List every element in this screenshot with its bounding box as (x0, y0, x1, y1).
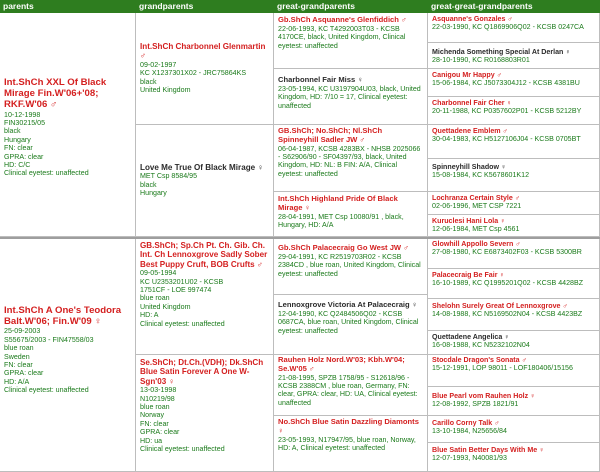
dog-info: 14-08-1988, KC N5169502N04 - KCSB 4423BZ (432, 310, 583, 319)
dog-info: 23-05-1994, KC U3197904U03, black, United Kingdom, HD: 7/10 = 17, Clinical eyetest: unaffected (278, 84, 421, 110)
great-great-grandparent-9 (428, 239, 600, 269)
dog-info: 28-10-1990, KC R0168803R01 (432, 56, 530, 65)
dog-info: 21-08-1995, SPZB 1758/95 - S12618/96 - KCSB 2388CM , blue roan, Germany, FN: clear, GPRA: clear, HD: UA, Clinical eyetest: unaffected (278, 373, 418, 407)
great-great-grandparent-3 (428, 69, 600, 97)
dog-info: 02-06-1996, MET CSP 7221 (432, 202, 522, 211)
dog-name[interactable]: Asquanne's Gonzales ♂ (432, 15, 513, 23)
header-parents: parents (0, 0, 136, 13)
dog-info: 22-06-1993, KC T4292003T03 - KCSB 4170CE, black, United Kingdom, Clinical eyetest: unaffected (278, 24, 406, 50)
grandparent-2 (136, 125, 274, 237)
dog-name[interactable]: Shelohn Surely Great Of Lennoxgrove ♂ (432, 302, 568, 310)
dog-info: 13-03-1998 N10219/98 blue roan Norway FN: clear GPRA: clear HD: ua Clinical eyetest: unaffected (140, 386, 225, 454)
dog-info: 27-08-1980, KC E6873402F03 - KCSB 5300BR (432, 248, 582, 257)
dog-name[interactable]: Charbonnel Fair Cher ♀ (432, 99, 512, 107)
header-great-great-grandparents: great-great-grandparents (428, 0, 600, 13)
dog-info: 16-08-1988, KC N5232102N04 (432, 341, 530, 350)
dog-name[interactable]: Int.ShCh A One's Teodora Balt.W'06; Fin.W'09 ♀ (4, 305, 122, 328)
dog-name[interactable]: Lochranza Certain Style ♂ (432, 194, 521, 202)
dog-name[interactable]: Gb.ShCh Palacecraig Go West JW ♂ (278, 243, 409, 252)
great-grandparent-2 (274, 69, 428, 125)
dog-info: 12-08-1992, SPZB 1821/91 (432, 400, 519, 409)
great-great-grandparent-5 (428, 125, 600, 159)
parent-sire (0, 13, 136, 237)
parent-dam (0, 239, 136, 472)
dog-info: 23-05-1993, N17947/95, blue roan, Norway, HD: A, Clinical eyetest: unaffected (278, 435, 416, 452)
great-great-grandparent-16 (428, 443, 600, 472)
great-great-grandparent-1 (428, 13, 600, 43)
great-great-grandparent-11 (428, 299, 600, 331)
half-divider (0, 237, 600, 239)
dog-name[interactable]: Quettadene Angelica ♀ (432, 333, 510, 341)
great-grandparent-4 (274, 192, 428, 237)
great-grandparent-5 (274, 239, 428, 295)
great-great-grandparent-7 (428, 192, 600, 215)
great-great-grandparent-15 (428, 416, 600, 443)
great-great-grandparent-10 (428, 269, 600, 299)
dog-info: 20-11-1988, KC P0357602P01 - KCSB 5212BY (432, 107, 582, 116)
dog-name[interactable]: Blue Satin Better Days With Me ♀ (432, 446, 545, 454)
great-grandparent-8 (274, 416, 428, 472)
dog-info: 25-09-2003 S55675/2003 - FIN47558/03 blue roan Sweden FN: clear GPRA: clear HD: A/A Clinical eyetest: unaffected (4, 327, 94, 395)
dog-name[interactable]: Lennoxgrove Victoria At Palacecraig ♀ (278, 300, 418, 309)
dog-info: 13-10-1984, N25656/84 (432, 427, 507, 436)
great-great-grandparent-12 (428, 331, 600, 355)
dog-info: 12-07-1993, N40081/93 (432, 454, 507, 463)
dog-info: 29-04-1991, KC R2519703R02 - KCSB 2384CD , blue roan, United Kingdom, Clinical eyetest: unaffected (278, 252, 421, 278)
great-great-grandparent-13 (428, 355, 600, 387)
great-great-grandparent-8 (428, 215, 600, 237)
dog-name[interactable]: GB.ShCh; Sp.Ch Pt. Ch. Gib. Ch. Int. Ch Lennoxgrove Sadly Sober Best Puppy Cruft, BOB Crufts ♂ (140, 241, 268, 269)
header-great-grandparents: great-grandparents (274, 0, 428, 13)
dog-name[interactable]: Palacecraig Be Fair ♀ (432, 271, 505, 279)
dog-name[interactable]: Spinneyhill Shadow ♀ (432, 163, 507, 171)
header-grandparents: grandparents (136, 0, 274, 13)
dog-name[interactable]: Michenda Something Special At Derlan ♀ (432, 48, 571, 56)
great-grandparent-7 (274, 355, 428, 416)
dog-info: 16-10-1989, KC Q1995201Q02 - KCSB 4428BZ (432, 279, 584, 288)
dog-info: 15-12-1991, LOP 98011 - LOF180406/15156 (432, 364, 573, 373)
dog-name[interactable]: Glowhill Appollo Severn ♂ (432, 240, 521, 248)
dog-name[interactable]: Int.ShCh XXL Of Black Mirage Fin.W'06+'08; RKF.W'06 ♂ (4, 77, 107, 111)
great-great-grandparent-6 (428, 159, 600, 192)
great-great-grandparent-2 (428, 43, 600, 69)
dog-info: 09-05-1994 KC U2353201U02 - KCSB 1751CF - LOE 997474 blue roan United Kingdom HD: A Clinical eyetest: unaffected (140, 269, 225, 328)
dog-info: 15-08-1984, KC K5678601K12 (432, 171, 530, 180)
dog-info: 06-04-1987, KCSB 4283BX - NHSB 2025066 - S62906/90 - SF04397/93, black, United Kingdom, HD: NL: B FIN: A/A, Clinical eyetest: unaffected (278, 144, 421, 178)
grandparent-3 (136, 239, 274, 355)
dog-info: 09-02-1997 KC X1237301X02 - JRC75864KS black United Kingdom (140, 60, 247, 95)
great-grandparent-3 (274, 125, 428, 192)
dog-name[interactable]: Love Me True Of Black Mirage ♀ (140, 163, 264, 172)
great-great-grandparent-4 (428, 97, 600, 125)
dog-info: 12-06-1984, MET Csp 4561 (432, 225, 520, 234)
dog-name[interactable]: Stocdale Dragon's Sonata ♂ (432, 356, 527, 364)
grandparent-4 (136, 355, 274, 472)
great-great-grandparent-14 (428, 387, 600, 416)
dog-name[interactable]: Carillo Corny Talk ♂ (432, 419, 500, 427)
dog-info: 15-06-1984, KC J5073304J12 - KCSB 4381BU (432, 79, 580, 88)
dog-name[interactable]: Int.ShCh Charbonnel Glenmartin ♂ (140, 42, 266, 61)
dog-info: MET Csp 8584/95 black Hungary (140, 172, 198, 198)
dog-name[interactable]: Charbonnel Fair Miss ♀ (278, 75, 364, 84)
dog-name[interactable]: Quettadene Emblem ♂ (432, 127, 508, 135)
grandparent-1 (136, 13, 274, 125)
dog-name[interactable]: Int.ShCh Highland Pride Of Black Mirage ♀ (278, 194, 398, 212)
dog-info: 12-04-1990, KC Q2484506Q02 - KCSB 0687CA, blue roan, United Kingdom, Clinical eyetest: unaffected (278, 309, 419, 335)
dog-info: 22-03-1990, KC Q1869906Q02 - KCSB 0247CA (432, 23, 584, 32)
dog-name[interactable]: Blue Pearl vom Rauhen Holz ♀ (432, 392, 536, 400)
dog-name[interactable]: Kuruclesi Hani Lola ♀ (432, 217, 506, 225)
dog-name[interactable]: Rauhen Holz Nord.W'03; Kbh.W'04; Se.W'05 ♂ (278, 355, 405, 373)
dog-info: 10-12-1998 FIN30215/05 black Hungary FN: clear GPRA: clear HD: C/C Clinical eyetest: unaffected (4, 110, 89, 178)
great-grandparent-1 (274, 13, 428, 69)
dog-name[interactable]: GB.ShCh; No.ShCh; Nl.ShCh Spinneyhill Sadler JW ♂ (278, 126, 383, 144)
dog-info: 30-04-1983, KC H5127106J04 - KCSB 0705BT (432, 135, 581, 144)
dog-name[interactable]: Gb.ShCh Asquanne's Glenfiddich ♂ (278, 15, 407, 24)
great-grandparent-6 (274, 295, 428, 355)
dog-name[interactable]: No.ShCh Blue Satin Dazzling Diamonts ♀ (278, 417, 419, 435)
dog-name[interactable]: Canigou Mr Happy ♂ (432, 71, 502, 79)
dog-info: 28-04-1991, MET Csp 10080/91 , black, Hungary, HD: A/A (278, 212, 404, 229)
dog-name[interactable]: Se.ShCh; Dt.Ch.(VDH); Dk.ShCh Blue Satin Forever A One W-Sgn'03 ♀ (140, 358, 264, 386)
